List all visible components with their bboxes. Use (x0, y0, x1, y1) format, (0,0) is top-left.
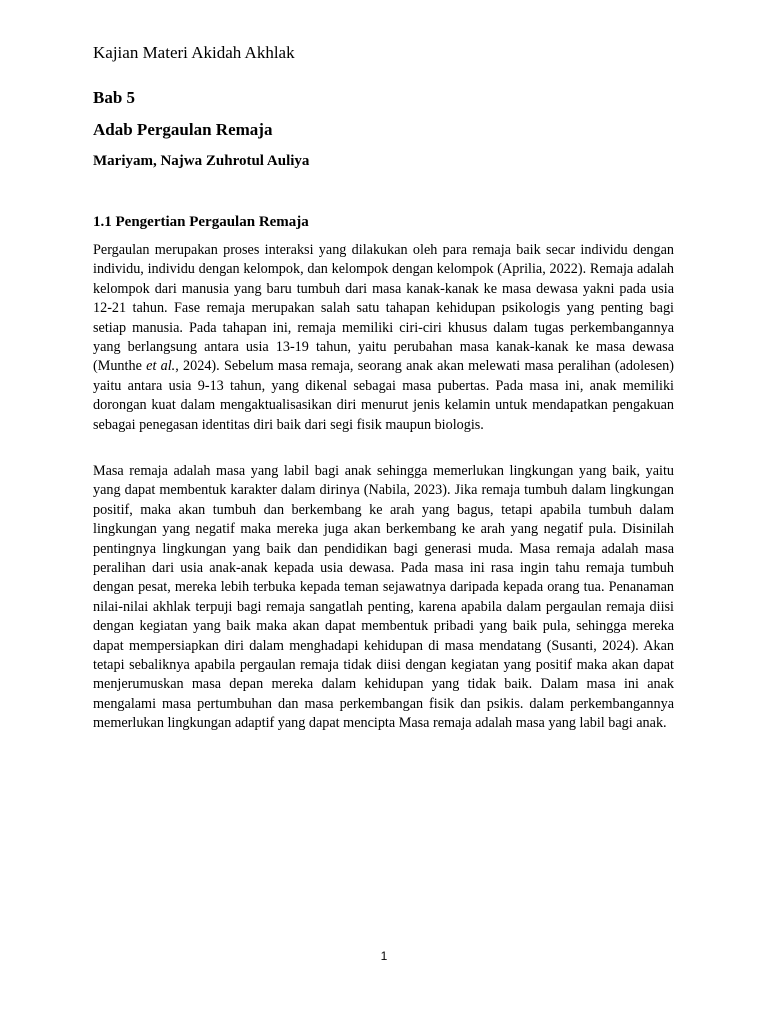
chapter-number: Bab 5 (93, 88, 136, 107)
paragraph-1-italic-citation: et al. (146, 358, 176, 375)
paragraph-1 (93, 241, 674, 435)
paragraph-1-text-a: Pergaulan merupakan proses interaksi yang dilakukan oleh para remaja baik secar individu dengan individu, individu dengan kelompok, dan kelompok dengan kelompok (Aprilia, 2022). Remaja adalah kelompok dari manusia yang baru tumbuh dari masa kanak-kanak ke masa dewasa yakni pada usia 12-21 tahun. Fase remaja merupakan salah satu tahapan kehidupan psikologis yang penting bagi setiap manusia. Pada tahapan ini, remaja memiliki ciri-ciri khusus dalam tugas perkembangannya yang berlangsung antara usia 13-19 tahun, yaitu perubahan masa kanak-kanak ke masa dewasa (Munthe (93, 242, 674, 375)
page-number: 1 (380, 949, 388, 963)
section-heading: 1.1 Pengertian Pergaulan Remaja (93, 214, 309, 230)
running-header: Kajian Materi Akidah Akhlak (93, 43, 295, 62)
paragraph-1-text-b: , 2024). Sebelum masa remaja, seorang anak akan melewati masa peralihan (adolesen) yaitu antara usia 9-13 tahun, yang dikenal sebagai masa pubertas. Pada masa ini, anak memiliki dorongan kuat dalam mengaktualisasikan diri menurut jenis kelamin untuk mendapatkan pengakuan sebagai penegasan identitas diri baik dari segi fisik maupun biologis. (93, 358, 674, 433)
chapter-title: Adab Pergaulan Remaja (93, 120, 273, 139)
paragraph-2: Masa remaja adalah masa yang labil bagi anak sehingga memerlukan lingkungan yang baik, yaitu yang dapat membentuk karakter dalam dirinya (Nabila, 2023). Jika remaja tumbuh dalam lingkungan positif, maka akan tumbuh dan berkembang ke arah yang bagus, tetapi apabila tumbuh dalam lingkungan yang negatif maka mereka juga akan berkembang ke arah yang negatif pula. Disinilah pentingnya lingkungan yang baik dan pendidikan bagi generasi muda. Masa remaja adalah masa peralihan dari usia anak-anak kepada usia dewasa. Pada masa ini rasa ingin tahu remaja tumbuh dengan pesat, mereka lebih terbuka kepada teman sejawatnya daripada kepada orang tua. Penanaman nilai-nilai akhlak terpuji bagi remaja sangatlah penting, karena apabila dalam pergaulan remaja diisi dengan kegiatan yang baik maka akan dapat membentuk pribadi yang baik pula, sehingga mereka dapat mempersiapkan diri dalam menghadapi kehidupan di masa mendatang (Susanti, 2024). Akan tetapi sebaliknya apabila pergaulan remaja tidak diisi dengan kegiatan yang positif maka akan dapat menjerumuskan masa depan mereka dalam kehidupan yang tidak baik. Dalam masa ini anak mengalami masa pertumbuhan dan masa perkembangan fisik dan psikis. dalam perkembangannya memerlukan lingkungan adaptif yang dapat mencipta Masa remaja adalah masa yang labil bagi anak. (93, 463, 674, 732)
authors: Mariyam, Najwa Zuhrotul Auliya (93, 153, 310, 169)
